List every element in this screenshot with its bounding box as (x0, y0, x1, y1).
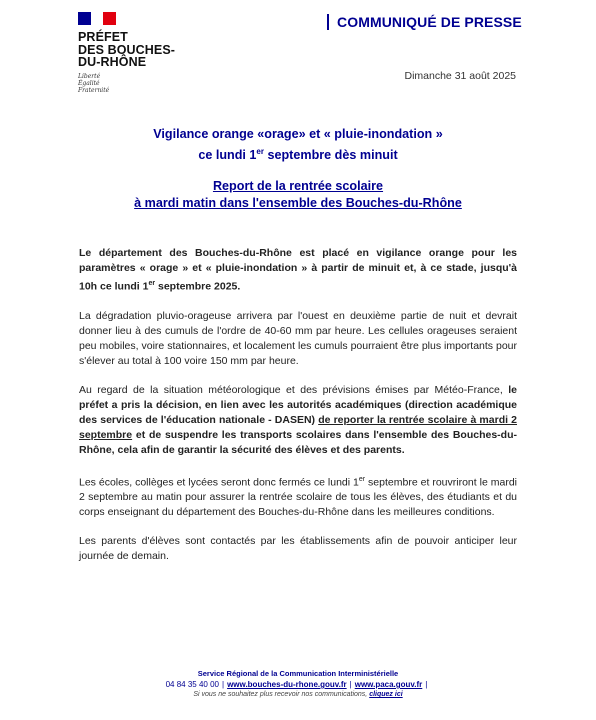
paragraph-text: Le département des Bouches-du-Rhône est placé en vigilance orange pour les paramètres « orage » et « pluie-inondation » à partir de minuit et, à ce stade, jusqu'à 10h ce lundi 1 (79, 247, 517, 293)
flag-red-stripe (103, 12, 116, 25)
subtitle-line (0, 195, 596, 212)
flag-blue-stripe (78, 12, 91, 25)
footer-separator: | (349, 680, 352, 689)
footer-separator: | (222, 680, 225, 689)
footer (0, 668, 596, 700)
paragraph-closure (79, 472, 517, 521)
subtitle-text: Report de la rentrée scolaire (212, 179, 384, 193)
unsubscribe-text: Si vous ne souhaitez plus recevoir nos communications, (193, 691, 370, 698)
prefet-line: PRÉFET (78, 30, 128, 44)
footer-service: Service Régional de la Communication Interministérielle (197, 669, 399, 678)
footer-phone: 04 84 35 40 00 (165, 680, 219, 689)
title-superscript: er (256, 147, 264, 156)
paragraph-text: Les écoles, collèges et lycées seront donc fermés ce lundi 1 (79, 476, 359, 488)
republic-motto (78, 73, 198, 94)
prefecture-logo (78, 12, 198, 94)
paragraph-forecast: La dégradation pluvio-orageuse arrivera par l'ouest en deuxième partie de nuit et devrait donner lieu à des cumuls de l'ordre de 40-60 mm par heure. Les cellules orageuses seraient peu mobiles, voire stationnaires, et localement les cumuls pourraient être plus importants pour s'élever au total à 100 voire 150 mm par heure. (79, 309, 517, 367)
paragraph-text: septembre et rouvriront le mardi 2 septembre au matin pour assurer la rentrée scolaire de tous les élèves, des étudiants et du corps enseignant du département des Bouches-du-Rhône dans les meilleures conditions. (79, 476, 517, 518)
subtitle-text: à mardi matin dans l'ensemble des Bouches-du-Rhône (134, 196, 462, 210)
subtitle-line (0, 178, 596, 195)
paragraph-parents: Les parents d'élèves sont contactés par les établissements afin de pouvoir anticiper leur journée de demain. (79, 535, 517, 562)
paragraph-underlined-text: de reporter la rentrée scolaire à mardi 2 septembre (79, 413, 518, 441)
footer-contacts (0, 679, 596, 690)
unsubscribe-link[interactable]: cliquez ici (369, 691, 403, 698)
title-text: ce lundi 1 (198, 148, 257, 163)
main-title-line (0, 143, 596, 164)
publication-date: Dimanche 31 août 2025 (404, 70, 516, 82)
footer-link-paca[interactable]: www.paca.gouv.fr (354, 680, 423, 689)
document-type-label: COMMUNIQUÉ DE PRESSE (337, 14, 522, 30)
superscript: er (358, 475, 366, 483)
paragraph-vigilance (79, 246, 517, 295)
footer-link-prefecture[interactable]: www.bouches-du-rhone.gouv.fr (227, 680, 347, 689)
motto-line: Égalité (78, 79, 100, 87)
paragraph-decision (79, 383, 517, 458)
press-release-body (79, 246, 517, 578)
document-type-bar (327, 14, 329, 30)
subtitle (0, 178, 596, 212)
main-title-line: Vigilance orange «orage» et « pluie-inondation » (153, 127, 443, 141)
prefet-line: DU-RHÔNE (78, 55, 147, 69)
title-text: septembre dès minuit (263, 148, 398, 163)
prefet-line: DES BOUCHES- (78, 42, 176, 57)
paragraph-bold-text: et de suspendre les transports scolaires dans l'ensemble des Bouches-du-Rhône, cela afin de garantir la sécurité des élèves et des parents. (79, 428, 517, 456)
superscript: er (148, 280, 156, 287)
footer-separator: | (425, 680, 428, 689)
motto-line: Fraternité (78, 86, 110, 94)
paragraph-text: septembre 2025. (155, 280, 241, 293)
motto-line: Liberté (78, 72, 101, 80)
paragraph-bold-text: le préfet a pris la décision, en lien avec les autorités académiques (direction académique des services de l'éducation nationale - DASEN) (79, 383, 517, 426)
prefet-name (78, 31, 198, 69)
marianne-flag-icon (78, 12, 116, 25)
document-type (327, 14, 522, 30)
main-title (0, 126, 596, 164)
flag-white-stripe (91, 12, 104, 25)
footer-unsubscribe (0, 690, 596, 700)
paragraph-text: Au regard de la situation météorologique et des prévisions émises par Météo-France, (79, 383, 509, 396)
